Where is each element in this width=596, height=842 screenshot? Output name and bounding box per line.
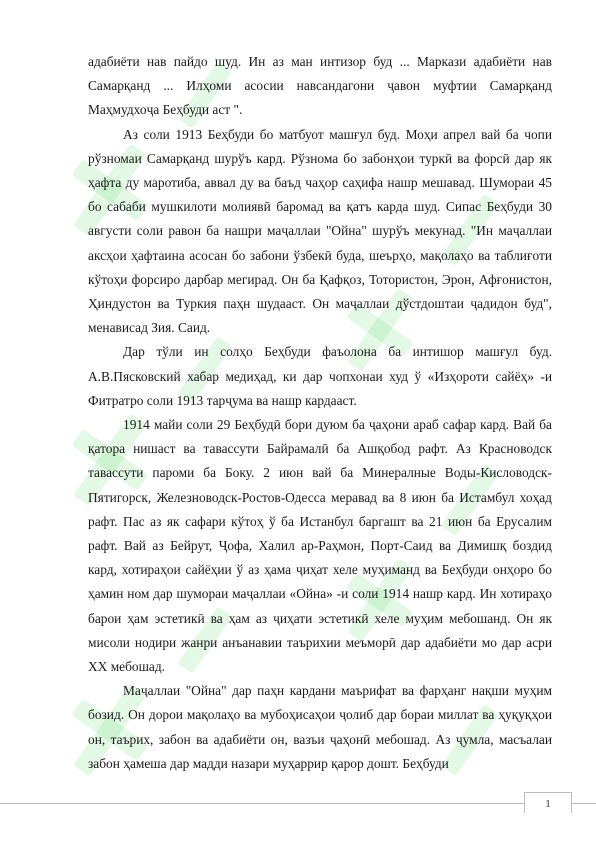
document-body — [88, 50, 552, 776]
paragraph: 1914 майи соли 29 Беҳбудӣ бори дуюм ба ҷаҳони араб сафар кард. Вай ба қатора нишаст ва тавассути Байрамалӣ ба Ашқобод рафт. Аз Красноводск тавассути пароми ба Боку. 2 июн вай ба Минералные Воды-Кисловодск-Пятигорск, Железноводск-Ростов-Одесса меравад ва 8 июн ба Истамбул хоҳад рафт. Пас аз як сафари кўтоҳ ў ба Истанбул баргашт ва 21 июн ба Ерусалим рафт. Вай аз Бейрут, Ҷофа, Халил ар-Раҳмон, Порт-Саид ва Димишқ боздид кард, хотираҳои сайёҳии ў аз ҳама ҷиҳат хеле муҳиманд ва Беҳбуди онҳоро бо ҳамин ном дар шумораи маҷаллаи «Ойна» -и соли 1914 нашр кард. Ин хотираҳо барои ҳам эстетикӣ ва ҳам аз ҷиҳати эстетикӣ хеле муҳим мебошанд. Он як мисоли нодири жанри анъанавии таърихии меъморӣ дар адабиёти мо дар асри XX мебошад. — [88, 417, 552, 675]
paragraph: Маҷаллаи "Ойна" дар паҳн кардани маърифат ва фарҳанг нақши муҳим бозид. Он дорои мақолаҳо ва мубоҳисаҳои ҷолиб дар бораи миллат ва ҳуқуқҳои он, таърих, забон ва адабиёти он, вазъи ҷаҳонӣ мебошад. Аз ҷумла, масъалаи забон ҳамеша дар мадди назари муҳаррир қарор дошт. Беҳбуди — [88, 683, 552, 771]
paragraph: адабиёти нав пайдо шуд. Ин аз ман интизор буд ... Маркази адабиёти нав Самарқанд ... Илҳоми асосии навсандагони ҷавон муфтии Самарқанд Маҳмудхоҷа Беҳбуди аст ". — [88, 54, 552, 118]
paragraph: Дар тўли ин солҳо Беҳбуди фаъолона ба интишор машғул буд. А.В.Пясковский хабар медиҳад, ки дар чопхонаи худ ў «Изҳороти сайёҳ» -и Фитратро соли 1913 тарҷума ва нашр кардааст. — [88, 344, 552, 408]
footer-divider — [0, 803, 596, 804]
page-number: 1 — [524, 792, 572, 813]
paragraph: Аз соли 1913 Беҳбуди бо матбуот машғул буд. Моҳи апрел вай ба чопи рўзномаи Самарқанд шурўъ кард. Рўзнома бо забонҳои туркӣ ва форсӣ дар як ҳафта ду маротиба, аввал ду ва баъд чаҳор саҳифа нашр мешавад. Шумораи 45 бо сабаби мушкилоти молиявӣ баромад ва қатъ карда шуд. Сипас Беҳбуди 30 августи соли равон ба нашри маҷаллаи "Ойна" шурўъ мекунад. "Ин маҷаллаи аксҳои ҳафтаина асосан бо забони ўзбекӣ буда, шеърҳо, мақолаҳо ва таблиғоти кўтоҳи форсиро дарбар мегирад. Он ба Қафқоз, Тотористон, Эрон, Афғонистон, Ҳиндустон ва Туркия паҳн шудааст. Он маҷаллаи дўстдоштаи ҷадидон буд", менависад Зия. Саид. — [88, 126, 552, 336]
